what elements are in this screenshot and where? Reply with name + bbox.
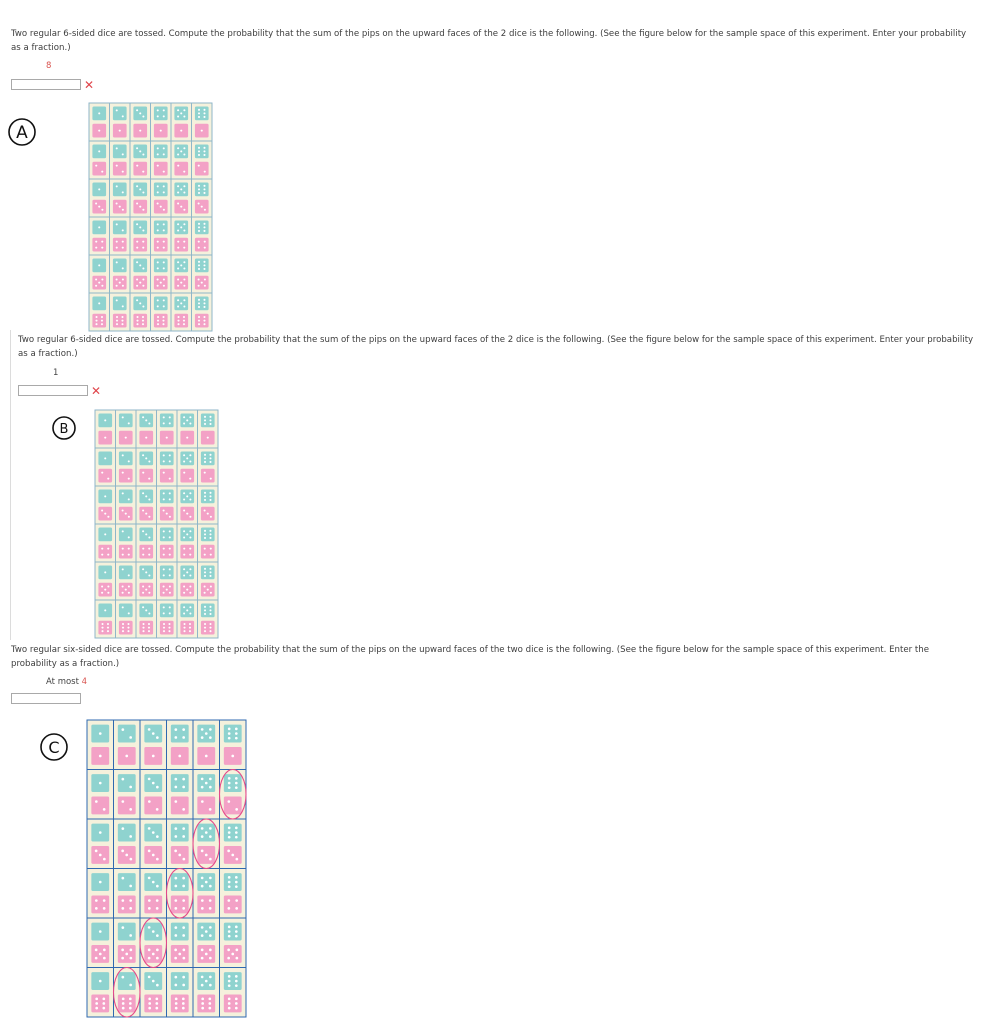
die-top-3-2 <box>113 183 127 197</box>
handwritten-letter-a-icon <box>5 116 39 148</box>
die-bottom-5-6 <box>224 945 242 963</box>
die-top-1-2 <box>118 725 136 743</box>
problem-a-condition: 8 <box>46 61 52 71</box>
die-top-4-6 <box>224 873 242 891</box>
die-bottom-2-1 <box>91 797 109 815</box>
die-top-3-6 <box>201 490 215 504</box>
die-top-1-3 <box>139 414 153 428</box>
die-bottom-2-5 <box>174 162 188 176</box>
die-bottom-3-3 <box>133 200 147 214</box>
die-top-4-6 <box>195 221 209 235</box>
die-bottom-5-1 <box>91 945 109 963</box>
die-bottom-6-1 <box>92 314 106 328</box>
die-bottom-2-6 <box>201 469 215 483</box>
die-top-6-6 <box>224 972 242 990</box>
die-top-5-5 <box>180 566 194 580</box>
die-top-1-6 <box>201 414 215 428</box>
die-bottom-2-3 <box>144 797 162 815</box>
problem-a-prompt: Two regular 6-sided dice are tossed. Compute the probability that the sum of the pips on the upward faces of the 2 dice is the following. (See the figure below for the sample space of this experiment. Enter your probability as a fraction.) <box>11 29 967 53</box>
die-top-6-2 <box>119 604 133 618</box>
die-bottom-2-3 <box>133 162 147 176</box>
die-top-5-3 <box>139 566 153 580</box>
die-top-4-2 <box>118 873 136 891</box>
die-bottom-5-5 <box>180 583 194 597</box>
die-bottom-2-6 <box>224 797 242 815</box>
die-bottom-5-5 <box>197 945 215 963</box>
die-bottom-6-4 <box>154 314 168 328</box>
die-bottom-3-2 <box>119 507 133 521</box>
die-top-2-6 <box>195 145 209 159</box>
die-bottom-4-2 <box>119 545 133 559</box>
die-bottom-1-4 <box>154 124 168 138</box>
die-top-3-3 <box>144 824 162 842</box>
die-bottom-6-6 <box>224 995 242 1013</box>
die-top-2-1 <box>91 774 109 792</box>
die-top-1-1 <box>98 414 112 428</box>
die-bottom-5-3 <box>144 945 162 963</box>
die-bottom-4-2 <box>118 896 136 914</box>
die-top-2-2 <box>118 774 136 792</box>
die-bottom-3-1 <box>98 507 112 521</box>
die-bottom-4-3 <box>139 545 153 559</box>
die-bottom-4-1 <box>92 238 106 252</box>
die-bottom-3-1 <box>91 846 109 864</box>
die-bottom-4-4 <box>171 896 189 914</box>
die-bottom-1-6 <box>201 431 215 445</box>
divider-line <box>10 330 11 640</box>
die-bottom-3-6 <box>224 846 242 864</box>
die-bottom-3-5 <box>174 200 188 214</box>
die-top-2-5 <box>180 452 194 466</box>
die-bottom-3-6 <box>195 200 209 214</box>
die-bottom-3-3 <box>144 846 162 864</box>
die-top-1-1 <box>91 725 109 743</box>
die-top-2-5 <box>197 774 215 792</box>
die-bottom-1-6 <box>224 747 242 765</box>
die-bottom-6-2 <box>119 621 133 635</box>
die-bottom-3-4 <box>154 200 168 214</box>
problem-a <box>11 27 971 55</box>
die-top-1-5 <box>180 414 194 428</box>
die-top-2-4 <box>160 452 174 466</box>
die-bottom-3-1 <box>92 200 106 214</box>
die-top-2-1 <box>98 452 112 466</box>
die-bottom-1-5 <box>197 747 215 765</box>
die-top-6-3 <box>139 604 153 618</box>
die-top-2-6 <box>224 774 242 792</box>
die-bottom-1-1 <box>91 747 109 765</box>
die-bottom-4-5 <box>197 896 215 914</box>
die-top-6-4 <box>154 297 168 311</box>
svg-text:A: A <box>16 123 28 143</box>
die-bottom-6-5 <box>180 621 194 635</box>
die-top-5-2 <box>119 566 133 580</box>
die-bottom-5-3 <box>139 583 153 597</box>
die-bottom-4-1 <box>98 545 112 559</box>
die-bottom-1-2 <box>113 124 127 138</box>
die-top-4-3 <box>133 221 147 235</box>
die-bottom-1-2 <box>118 747 136 765</box>
die-top-5-4 <box>171 923 189 941</box>
die-bottom-5-4 <box>160 583 174 597</box>
die-bottom-2-4 <box>154 162 168 176</box>
die-top-1-4 <box>171 725 189 743</box>
die-top-6-3 <box>144 972 162 990</box>
die-top-2-1 <box>92 145 106 159</box>
die-bottom-3-4 <box>171 846 189 864</box>
die-bottom-1-1 <box>92 124 106 138</box>
die-top-3-6 <box>224 824 242 842</box>
die-top-6-5 <box>180 604 194 618</box>
problem-b-answer-input[interactable] <box>18 385 88 396</box>
die-bottom-2-2 <box>118 797 136 815</box>
die-top-6-4 <box>171 972 189 990</box>
problem-c <box>11 643 971 671</box>
die-top-6-5 <box>174 297 188 311</box>
problem-a-wrong-icon: ✕ <box>84 78 95 92</box>
die-bottom-2-2 <box>113 162 127 176</box>
die-bottom-4-5 <box>180 545 194 559</box>
die-top-2-3 <box>139 452 153 466</box>
die-bottom-5-3 <box>133 276 147 290</box>
die-bottom-3-5 <box>197 846 215 864</box>
die-top-3-4 <box>154 183 168 197</box>
die-bottom-2-5 <box>197 797 215 815</box>
die-top-4-4 <box>171 873 189 891</box>
die-top-2-3 <box>144 774 162 792</box>
die-bottom-6-1 <box>91 995 109 1013</box>
die-top-4-5 <box>180 528 194 542</box>
die-top-4-3 <box>144 873 162 891</box>
die-bottom-1-5 <box>180 431 194 445</box>
die-top-3-3 <box>133 183 147 197</box>
die-bottom-6-6 <box>201 621 215 635</box>
die-bottom-1-4 <box>171 747 189 765</box>
die-top-3-6 <box>195 183 209 197</box>
die-bottom-2-3 <box>139 469 153 483</box>
die-top-3-2 <box>118 824 136 842</box>
die-bottom-6-4 <box>171 995 189 1013</box>
die-top-6-1 <box>98 604 112 618</box>
die-top-5-6 <box>224 923 242 941</box>
die-bottom-6-2 <box>118 995 136 1013</box>
handwritten-letter-b-icon <box>50 415 78 441</box>
die-top-6-1 <box>91 972 109 990</box>
die-top-6-2 <box>113 297 127 311</box>
die-top-1-4 <box>154 107 168 121</box>
die-top-3-2 <box>119 490 133 504</box>
handwritten-letter-c-icon <box>37 731 71 763</box>
die-bottom-4-6 <box>201 545 215 559</box>
die-bottom-5-2 <box>119 583 133 597</box>
die-top-5-1 <box>92 259 106 273</box>
die-bottom-4-6 <box>195 238 209 252</box>
die-bottom-2-5 <box>180 469 194 483</box>
sample-space-grid-a <box>88 102 213 336</box>
die-bottom-4-4 <box>154 238 168 252</box>
die-bottom-4-4 <box>160 545 174 559</box>
problem-b-condition: 1 <box>53 368 59 378</box>
die-bottom-6-3 <box>144 995 162 1013</box>
die-bottom-6-1 <box>98 621 112 635</box>
die-top-3-1 <box>92 183 106 197</box>
die-bottom-5-2 <box>118 945 136 963</box>
die-bottom-4-3 <box>133 238 147 252</box>
die-bottom-1-6 <box>195 124 209 138</box>
die-top-5-1 <box>91 923 109 941</box>
problem-a-answer-input[interactable] <box>11 79 81 90</box>
die-bottom-6-3 <box>133 314 147 328</box>
die-top-3-5 <box>174 183 188 197</box>
die-top-6-6 <box>195 297 209 311</box>
problem-b-wrong-icon: ✕ <box>91 384 102 398</box>
sample-space-grid-b <box>94 409 219 643</box>
die-bottom-5-6 <box>195 276 209 290</box>
die-bottom-5-1 <box>98 583 112 597</box>
die-top-2-4 <box>154 145 168 159</box>
problem-c-condition: At most 4 <box>46 677 88 687</box>
die-top-4-5 <box>197 873 215 891</box>
die-top-6-2 <box>118 972 136 990</box>
die-top-3-4 <box>160 490 174 504</box>
die-top-4-4 <box>160 528 174 542</box>
die-top-1-2 <box>113 107 127 121</box>
die-top-1-5 <box>197 725 215 743</box>
die-bottom-5-4 <box>154 276 168 290</box>
problem-b-prompt: Two regular 6-sided dice are tossed. Compute the probability that the sum of the pips on the upward faces of the 2 dice is the following. (See the figure below for the sample space of this experiment. Enter your probability as a fraction.) <box>18 335 974 359</box>
die-top-6-3 <box>133 297 147 311</box>
die-top-2-4 <box>171 774 189 792</box>
die-top-4-3 <box>139 528 153 542</box>
svg-text:B: B <box>59 422 69 437</box>
die-top-5-5 <box>197 923 215 941</box>
problem-c-prompt: Two regular six-sided dice are tossed. Compute the probability that the sum of the pips on the upward faces of the two dice is the following. (See the figure below for the sample space of this experiment. Enter the probability as a fraction.) <box>11 645 930 669</box>
die-bottom-6-5 <box>197 995 215 1013</box>
die-bottom-4-2 <box>113 238 127 252</box>
die-top-1-3 <box>133 107 147 121</box>
die-bottom-6-4 <box>160 621 174 635</box>
die-top-5-5 <box>174 259 188 273</box>
die-bottom-5-5 <box>174 276 188 290</box>
die-top-3-4 <box>171 824 189 842</box>
die-top-5-4 <box>154 259 168 273</box>
die-top-3-1 <box>98 490 112 504</box>
die-top-6-6 <box>201 604 215 618</box>
die-bottom-2-1 <box>98 469 112 483</box>
die-bottom-2-2 <box>119 469 133 483</box>
die-bottom-2-4 <box>171 797 189 815</box>
die-top-4-6 <box>201 528 215 542</box>
die-top-2-5 <box>174 145 188 159</box>
die-top-3-1 <box>91 824 109 842</box>
die-bottom-1-4 <box>160 431 174 445</box>
die-top-4-5 <box>174 221 188 235</box>
die-bottom-1-3 <box>133 124 147 138</box>
die-bottom-4-5 <box>174 238 188 252</box>
die-bottom-1-1 <box>98 431 112 445</box>
die-bottom-5-2 <box>113 276 127 290</box>
die-top-1-4 <box>160 414 174 428</box>
die-bottom-6-6 <box>195 314 209 328</box>
die-top-5-1 <box>98 566 112 580</box>
die-top-2-6 <box>201 452 215 466</box>
die-bottom-3-3 <box>139 507 153 521</box>
die-top-4-1 <box>98 528 112 542</box>
die-top-1-6 <box>224 725 242 743</box>
die-top-1-2 <box>119 414 133 428</box>
die-top-1-1 <box>92 107 106 121</box>
die-bottom-5-1 <box>92 276 106 290</box>
die-bottom-4-3 <box>144 896 162 914</box>
die-top-2-2 <box>113 145 127 159</box>
die-bottom-2-6 <box>195 162 209 176</box>
die-top-3-3 <box>139 490 153 504</box>
die-top-6-1 <box>92 297 106 311</box>
die-top-3-5 <box>180 490 194 504</box>
die-top-3-5 <box>197 824 215 842</box>
die-top-1-3 <box>144 725 162 743</box>
die-bottom-5-6 <box>201 583 215 597</box>
die-top-4-2 <box>113 221 127 235</box>
die-bottom-3-2 <box>118 846 136 864</box>
die-top-5-6 <box>195 259 209 273</box>
die-top-6-5 <box>197 972 215 990</box>
svg-text:C: C <box>48 738 60 757</box>
die-top-5-2 <box>113 259 127 273</box>
die-top-5-4 <box>160 566 174 580</box>
die-bottom-6-2 <box>113 314 127 328</box>
die-bottom-1-2 <box>119 431 133 445</box>
problem-b <box>18 333 978 361</box>
die-top-2-2 <box>119 452 133 466</box>
die-bottom-6-3 <box>139 621 153 635</box>
die-bottom-5-4 <box>171 945 189 963</box>
sample-space-grid-c <box>86 719 247 1022</box>
die-bottom-3-6 <box>201 507 215 521</box>
die-bottom-3-4 <box>160 507 174 521</box>
die-top-5-3 <box>144 923 162 941</box>
die-top-5-3 <box>133 259 147 273</box>
die-bottom-3-5 <box>180 507 194 521</box>
die-top-1-6 <box>195 107 209 121</box>
die-bottom-1-3 <box>139 431 153 445</box>
die-bottom-4-1 <box>91 896 109 914</box>
die-bottom-2-4 <box>160 469 174 483</box>
die-bottom-4-6 <box>224 896 242 914</box>
die-bottom-3-2 <box>113 200 127 214</box>
die-top-4-4 <box>154 221 168 235</box>
die-bottom-2-1 <box>92 162 106 176</box>
die-top-4-1 <box>92 221 106 235</box>
die-top-4-2 <box>119 528 133 542</box>
die-bottom-6-5 <box>174 314 188 328</box>
die-bottom-1-3 <box>144 747 162 765</box>
die-top-1-5 <box>174 107 188 121</box>
die-top-5-2 <box>118 923 136 941</box>
die-top-6-4 <box>160 604 174 618</box>
problem-c-answer-input[interactable] <box>11 693 81 704</box>
die-top-2-3 <box>133 145 147 159</box>
die-top-4-1 <box>91 873 109 891</box>
die-bottom-1-5 <box>174 124 188 138</box>
die-top-5-6 <box>201 566 215 580</box>
